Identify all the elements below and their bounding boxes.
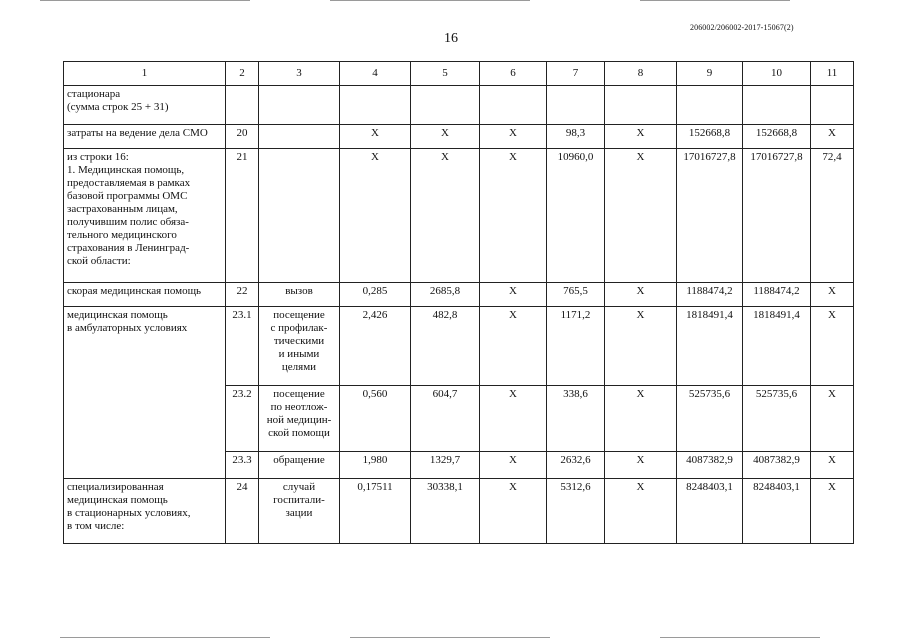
table-row <box>64 86 854 125</box>
table-cell <box>677 86 743 125</box>
table-cell: посещение по неотлож- ной медицин- ской помощи <box>259 386 340 452</box>
table-cell: X <box>811 125 854 149</box>
table-cell: медицинская помощь в амбулаторных условиях <box>64 307 226 479</box>
table-cell <box>259 125 340 149</box>
table-cell: 1818491,4 <box>743 307 811 386</box>
table-row <box>64 125 854 149</box>
table-cell: 0,560 <box>340 386 411 452</box>
table-cell: 21 <box>226 149 259 283</box>
table-cell: 0,17511 <box>340 479 411 544</box>
column-header: 10 <box>743 62 811 86</box>
table-cell: 765,5 <box>547 283 605 307</box>
table-cell: 23.3 <box>226 452 259 479</box>
table-cell: X <box>411 149 480 283</box>
column-header: 3 <box>259 62 340 86</box>
table-cell: 22 <box>226 283 259 307</box>
table-cell: 17016727,8 <box>677 149 743 283</box>
table-cell <box>259 86 340 125</box>
table-cell <box>259 149 340 283</box>
table-cell: X <box>480 125 547 149</box>
table-cell <box>811 86 854 125</box>
table-cell <box>547 86 605 125</box>
table-cell: 10960,0 <box>547 149 605 283</box>
table-cell: 0,285 <box>340 283 411 307</box>
table-cell: 152668,8 <box>743 125 811 149</box>
column-header: 11 <box>811 62 854 86</box>
table-cell: 23.2 <box>226 386 259 452</box>
table-cell: 1,980 <box>340 452 411 479</box>
table-cell: обращение <box>259 452 340 479</box>
top-scan-rule-right <box>640 0 790 1</box>
top-scan-rule-mid <box>330 0 530 1</box>
table-cell: 8248403,1 <box>743 479 811 544</box>
table-cell: X <box>605 386 677 452</box>
table-cell: 20 <box>226 125 259 149</box>
table-cell: вызов <box>259 283 340 307</box>
table-cell: X <box>605 125 677 149</box>
table-cell: 2,426 <box>340 307 411 386</box>
table-cell: X <box>480 307 547 386</box>
table-cell <box>226 86 259 125</box>
table-cell: 604,7 <box>411 386 480 452</box>
table-cell: 17016727,8 <box>743 149 811 283</box>
document-id: 206002/206002-2017-15067(2) <box>690 23 794 32</box>
table-cell: X <box>480 479 547 544</box>
table-cell: X <box>480 149 547 283</box>
column-header: 6 <box>480 62 547 86</box>
column-header: 1 <box>64 62 226 86</box>
table-cell <box>480 86 547 125</box>
table-cell: 1188474,2 <box>743 283 811 307</box>
page-number: 16 <box>444 31 458 46</box>
bottom-scan-rule-left <box>60 637 270 638</box>
table-cell: 525735,6 <box>677 386 743 452</box>
table-cell: 338,6 <box>547 386 605 452</box>
table-cell: 2632,6 <box>547 452 605 479</box>
top-scan-rule-left <box>40 0 250 1</box>
table-cell: X <box>605 307 677 386</box>
column-header: 9 <box>677 62 743 86</box>
table-row <box>64 283 854 307</box>
table-cell: X <box>340 125 411 149</box>
table-cell: 482,8 <box>411 307 480 386</box>
table-cell: 1171,2 <box>547 307 605 386</box>
table-cell: 5312,6 <box>547 479 605 544</box>
table-cell: X <box>605 283 677 307</box>
table-cell: X <box>411 125 480 149</box>
column-header: 7 <box>547 62 605 86</box>
table-cell <box>743 86 811 125</box>
table-cell: затраты на ведение дела СМО <box>64 125 226 149</box>
table-cell: X <box>480 452 547 479</box>
table-cell: стационара (сумма строк 25 + 31) <box>64 86 226 125</box>
table-cell: X <box>605 149 677 283</box>
table-cell: 525735,6 <box>743 386 811 452</box>
table-cell: X <box>811 283 854 307</box>
table-header-row <box>64 62 854 86</box>
table-cell: посещение с профилак- тическими и иными целями <box>259 307 340 386</box>
table-cell <box>411 86 480 125</box>
table-row <box>64 479 854 544</box>
table-cell: 8248403,1 <box>677 479 743 544</box>
data-table <box>63 61 854 544</box>
table-cell: 23.1 <box>226 307 259 386</box>
table-cell: 24 <box>226 479 259 544</box>
table-cell: специализированная медицинская помощь в стационарных условиях, в том числе: <box>64 479 226 544</box>
column-header: 5 <box>411 62 480 86</box>
table-cell: 72,4 <box>811 149 854 283</box>
table-cell: X <box>811 307 854 386</box>
table-cell: 4087382,9 <box>677 452 743 479</box>
bottom-scan-rule-mid <box>350 637 550 638</box>
table-cell: 1818491,4 <box>677 307 743 386</box>
table-cell: X <box>340 149 411 283</box>
column-header: 4 <box>340 62 411 86</box>
table-cell: 1188474,2 <box>677 283 743 307</box>
table-cell: из строки 16: 1. Медицинская помощь, предоставляемая в рамках базовой программы ОМС застрахованным лицам, получившим полис обяза- тельного медицинского страхования в Ленинград- ской области: <box>64 149 226 283</box>
table-cell: 152668,8 <box>677 125 743 149</box>
table-cell <box>605 86 677 125</box>
table-cell: 1329,7 <box>411 452 480 479</box>
table-cell: X <box>605 452 677 479</box>
table-cell: 98,3 <box>547 125 605 149</box>
column-header: 2 <box>226 62 259 86</box>
table-cell: 2685,8 <box>411 283 480 307</box>
bottom-scan-rule-right <box>660 637 820 638</box>
table-cell: 30338,1 <box>411 479 480 544</box>
table-cell <box>340 86 411 125</box>
table-cell: X <box>480 283 547 307</box>
table-cell: X <box>811 386 854 452</box>
table-row <box>64 149 854 283</box>
table-cell: X <box>605 479 677 544</box>
table-cell: X <box>480 386 547 452</box>
table-cell: X <box>811 452 854 479</box>
table-row <box>64 307 854 386</box>
table-cell: скорая медицинская помощь <box>64 283 226 307</box>
table-cell: 4087382,9 <box>743 452 811 479</box>
table-cell: X <box>811 479 854 544</box>
table-cell: случай госпитали- зации <box>259 479 340 544</box>
column-header: 8 <box>605 62 677 86</box>
